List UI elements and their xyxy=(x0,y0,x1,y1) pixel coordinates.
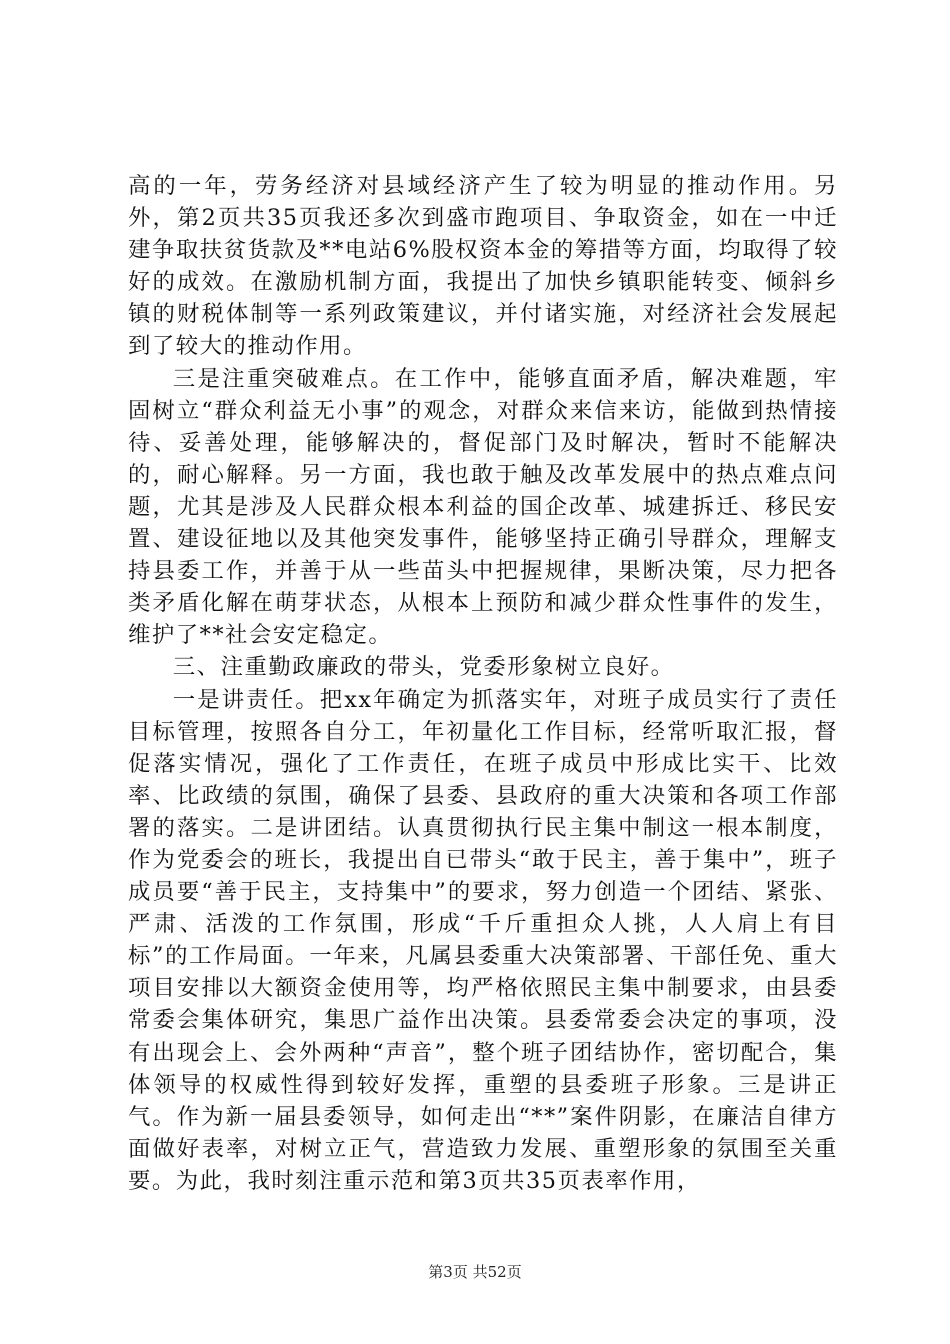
section-heading: 三、注重勤政廉政的带头，党委形象树立良好。 xyxy=(172,654,675,681)
document-body xyxy=(128,170,838,1197)
paragraph-3: 一是讲责任。把xx年确定为抓落实年，对班子成员实行了责任目标管理，按照各自分工，年初量化工作目标，经常听取汇报，督促落实情况，强化了工作责任，在班子成员中形成比实干、比效率、比政绩的氛围，确保了县委、县政府的重大决策和各项工作部署的落实。二是讲团结。认真贯彻执行民主集中制这一根本制度，作为党委会的班长，我提出自已带头“敢于民主，善于集中”，班子成员要“善于民主，支持集中”的要求，努力创造一个团结、紧张、严肃、活泼的工作氛围，形成“千斤重担众人挑，人人肩上有目标”的工作局面。一年来，凡属县委重大决策部署、干部任免、重大项目安排以大额资金使用等，均严格依照民主集中制要求，由县委常委会集体研究，集思广益作出决策。县委常委会决定的事项，没有出现会上、会外两种“声音”，整个班子团结协作，密切配合，集体领导的权威性得到较好发挥，重塑的县委班子形象。三是讲正气。作为新一届县委领导，如何走出“**”案件阴影，在廉洁自律方面做好表率，对树立正气，营造致力发展、重塑形象的氛围至关重要。为此，我时刻注重示范和第3页共35页表率作用， xyxy=(128,686,838,1194)
page-footer: 第3页 共52页 xyxy=(428,1263,522,1281)
paragraph-1: 高的一年，劳务经济对县域经济产生了较为明显的推动作用。另外，第2页共35页我还多次到盛市跑项目、争取资金，如在一中迁建争取扶贫货款及**电站6%股权资本金的筹措等方面，均取得了较好的成效。在激励机制方面，我提出了加快乡镇职能转变、倾斜乡镇的财税体制等一系列政策建议，并付诸实施，对经济社会发展起到了较大的推动作用。 xyxy=(128,173,838,360)
paragraph-2: 三是注重突破难点。在工作中，能够直面矛盾，解决难题，牢固树立“群众利益无小事”的观念，对群众来信来访，能做到热情接待、妥善处理，能够解决的，督促部门及时解决，暂时不能解决的，耐心解释。另一方面，我也敢于触及改革发展中的热点难点问题，尤其是涉及人民群众根本利益的国企改革、城建拆迁、移民安置、建设征地以及其他突发事件，能够坚持正确引导群众，理解支持县委工作，并善于从一些苗头中把握规律，果断决策，尽力把各类矛盾化解在萌芽状态，从根本上预防和减少群众性事件的发生，维护了**社会安定稳定。 xyxy=(128,365,838,649)
